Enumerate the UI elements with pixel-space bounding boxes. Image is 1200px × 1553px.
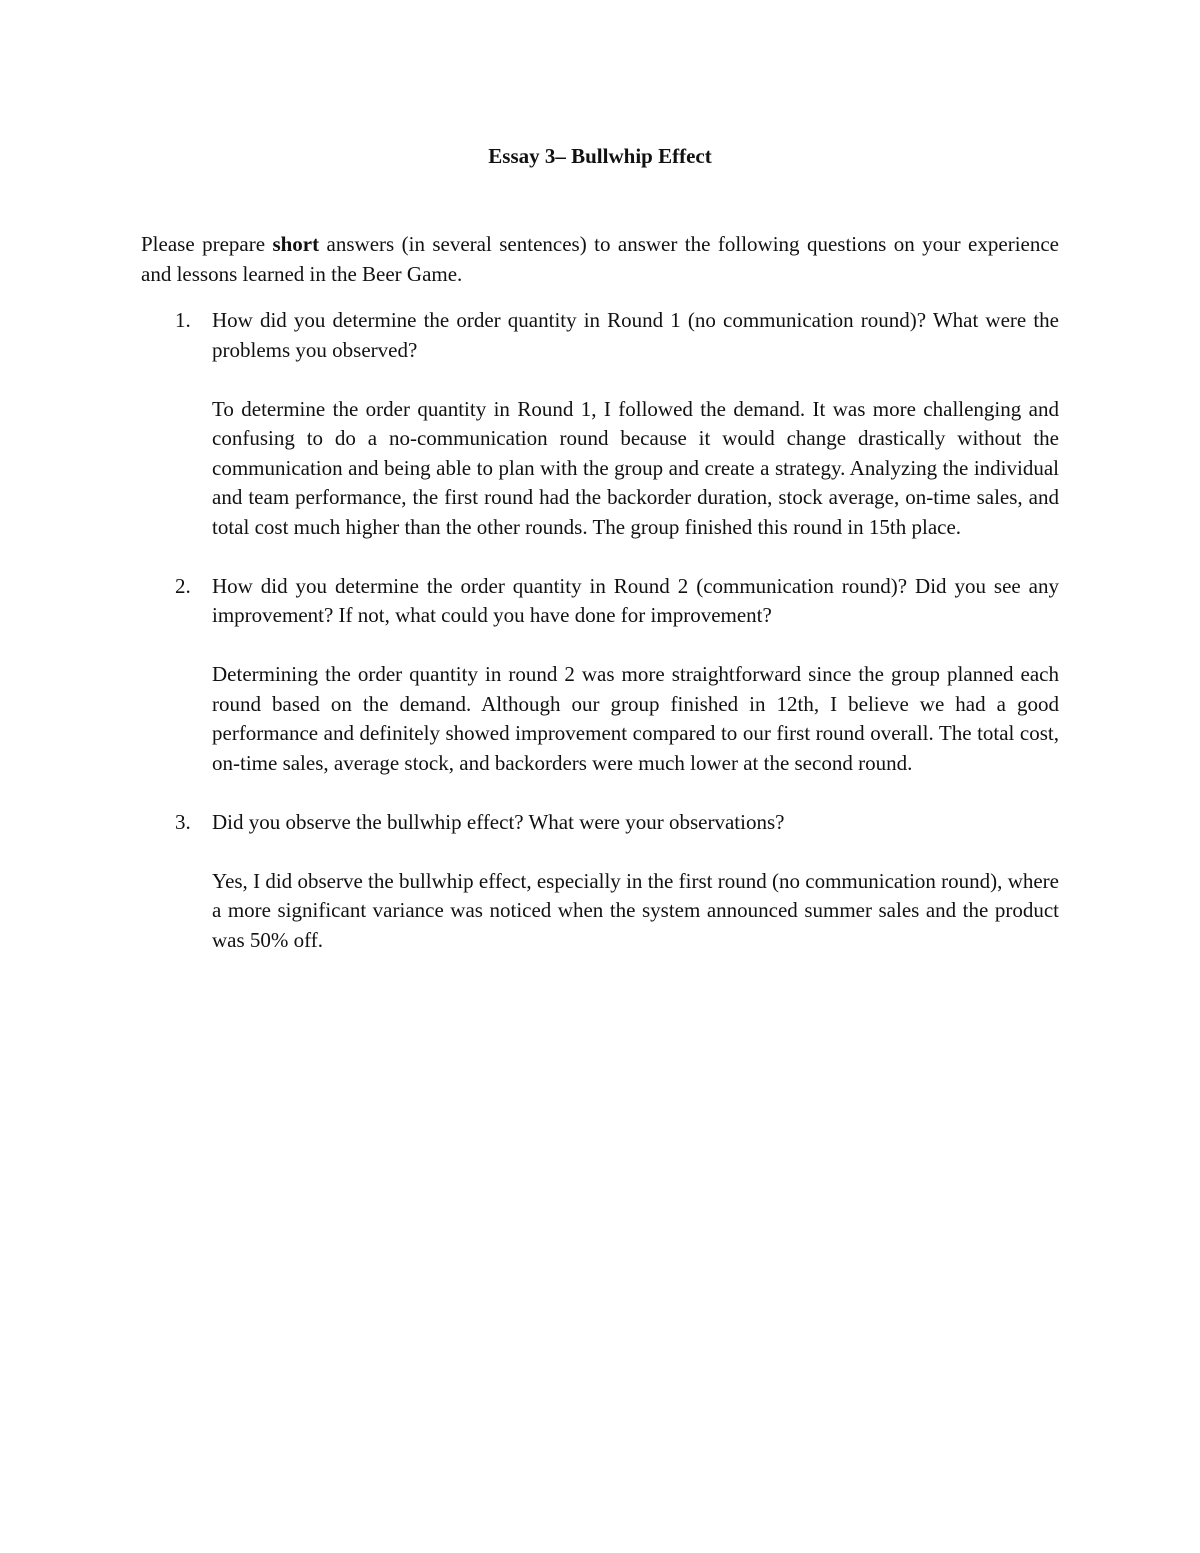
answer-text: Determining the order quantity in round 2 was more straightforward since the group planned each round based on the demand. Although our group finished in 12th, I believe we had a good performance and definitely showed improvement compared to our first round overall. The total cost, on-time sales, average stock, and backorders were much lower at the second round. bbox=[212, 662, 1059, 775]
intro-bold-word: short bbox=[272, 232, 320, 256]
answer-text: To determine the order quantity in Round 1, I followed the demand. It was more challenging and confusing to do a no-communication round because it would change drastically without the communication and being able to plan with the group and create a strategy. Analyzing the individual and team performance, the first round had the backorder duration, stock average, on-time sales, and total cost much higher than the other rounds. The group finished this round in 15th place. bbox=[212, 396, 1059, 539]
question-item-1 bbox=[141, 306, 1059, 542]
answer-text: Yes, I did observe the bullwhip effect, especially in the first round (no communication round), where a more significant variance was noticed when the system announced summer sales and the product was 50% off. bbox=[212, 868, 1059, 952]
question-number: 2. bbox=[175, 573, 191, 598]
document-title: Essay 3– Bullwhip Effect bbox=[488, 144, 712, 168]
intro-text-before: Please prepare bbox=[141, 232, 273, 256]
question-item-3 bbox=[141, 808, 1059, 956]
question-text: How did you determine the order quantity in Round 2 (communication round)? Did you see any improvement? If not, what could you have done for improvement? bbox=[212, 573, 1059, 627]
question-number: 3. bbox=[175, 809, 191, 834]
question-list bbox=[141, 306, 1059, 955]
intro-text-after: answers (in several sentences) to answer the following questions on your experience and lessons learned in the Beer Game. bbox=[141, 232, 1059, 286]
question-text: Did you observe the bullwhip effect? What were your observations? bbox=[212, 809, 785, 834]
question-number: 1. bbox=[175, 308, 191, 332]
question-text: How did you determine the order quantity in Round 1 (no communication round)? What were the problems you observed? bbox=[212, 308, 1059, 362]
intro-paragraph bbox=[141, 230, 1059, 289]
question-item-2 bbox=[141, 572, 1059, 779]
